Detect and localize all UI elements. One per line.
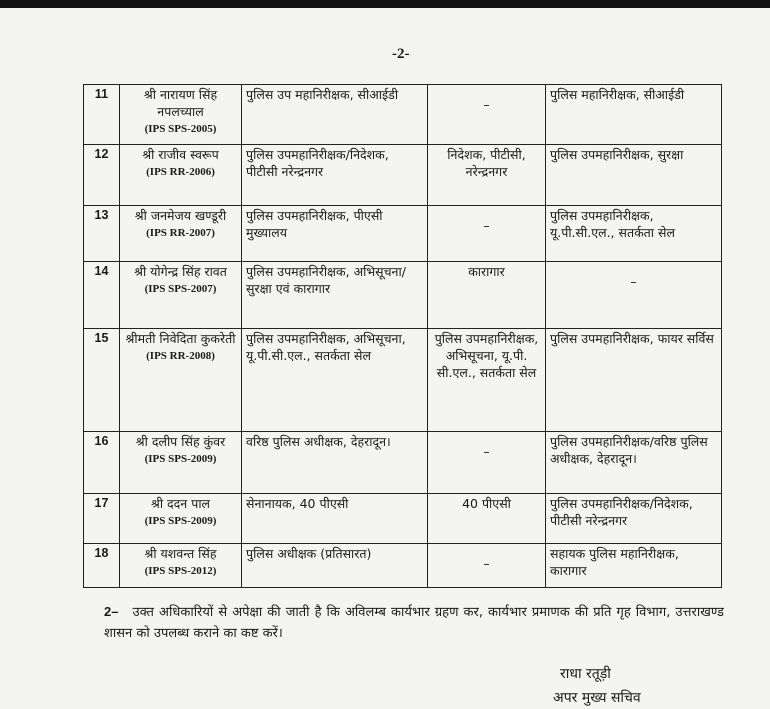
current-post: पुलिस उपमहानिरीक्षक, अभिसूचना, यू.पी.सी.एल., सतर्कता सेल: [246, 331, 406, 363]
serial-number: 17: [94, 496, 109, 510]
additional-charge: –: [483, 444, 490, 459]
new-post: पुलिस उपमहानिरीक्षक, फायर सर्विस: [550, 331, 714, 346]
table-row: [84, 85, 722, 145]
officer-name: श्री ददन पाल: [150, 496, 211, 511]
additional-charge-cell: [428, 85, 546, 145]
additional-charge: 40 पीएसी: [462, 496, 511, 511]
paragraph-number: 2–: [104, 604, 119, 619]
new-post-cell: [546, 145, 722, 206]
service-batch: (IPS SPS-2007): [144, 283, 217, 295]
service-batch: (IPS SPS-2012): [144, 565, 217, 577]
service-batch: (IPS SPS-2005): [144, 123, 217, 135]
serial-number: 14: [94, 264, 109, 278]
additional-charge-cell: [428, 544, 546, 588]
current-post-cell: [242, 85, 428, 145]
table-row: [84, 432, 722, 494]
current-post: पुलिस उप महानिरीक्षक, सीआईडी: [246, 87, 399, 102]
table-row: [84, 262, 722, 329]
serial-number: 18: [94, 546, 109, 560]
new-post: –: [630, 274, 637, 289]
officer-name: श्री योगेन्द्र सिंह रावत: [134, 264, 227, 279]
serial-number: 11: [94, 87, 109, 101]
new-post: पुलिस उपमहानिरीक्षक/वरिष्ठ पुलिस अधीक्षक, देहरादून।: [550, 434, 708, 466]
current-post: सेनानायक, 40 पीएसी: [246, 496, 349, 511]
serial-number-cell: [84, 206, 120, 262]
serial-number-cell: [84, 432, 120, 494]
officer-cell: [120, 494, 242, 544]
additional-charge-cell: [428, 432, 546, 494]
officer-name: श्री यशवन्त सिंह: [144, 546, 217, 561]
additional-charge-cell: [428, 206, 546, 262]
new-post-cell: [546, 329, 722, 432]
top-edge-bar: [0, 0, 770, 8]
additional-charge: पुलिस उपमहानिरीक्षक, अभिसूचना, यू.पी. सी.एल., सतर्कता सेल: [434, 331, 539, 380]
service-batch: (IPS SPS-2009): [144, 515, 217, 527]
table-row: [84, 145, 722, 206]
current-post-cell: [242, 329, 428, 432]
signatory-designation: अपर मुख्य सचिव: [553, 690, 641, 706]
serial-number: 13: [94, 208, 109, 222]
serial-number: 15: [94, 331, 109, 345]
transfer-table: [83, 84, 722, 588]
new-post-cell: [546, 262, 722, 329]
current-post-cell: [242, 262, 428, 329]
new-post-cell: [546, 85, 722, 145]
current-post-cell: [242, 206, 428, 262]
table-row: [84, 206, 722, 262]
serial-number-cell: [84, 329, 120, 432]
officer-name: श्री नारायण सिंह नपलच्याल: [143, 87, 218, 119]
signatory-name: राधा रतूड़ी: [560, 666, 611, 682]
additional-charge: निदेशक, पीटीसी, नरेन्द्रनगर: [447, 147, 526, 179]
new-post: पुलिस उपमहानिरीक्षक, सुरक्षा: [550, 147, 684, 162]
service-batch: (IPS RR-2006): [146, 166, 215, 178]
serial-number-cell: [84, 85, 120, 145]
officer-cell: [120, 206, 242, 262]
officer-cell: [120, 329, 242, 432]
serial-number-cell: [84, 262, 120, 329]
current-post: वरिष्ठ पुलिस अधीक्षक, देहरादून।: [246, 434, 391, 449]
table-row: [84, 544, 722, 588]
new-post: सहायक पुलिस महानिरीक्षक, कारागार: [550, 546, 679, 578]
officer-cell: [120, 85, 242, 145]
additional-charge: –: [483, 218, 490, 233]
officer-name: श्री राजीव स्वरूप: [142, 147, 219, 162]
current-post: पुलिस उपमहानिरीक्षक, अभिसूचना/सुरक्षा एवं कारागार: [246, 264, 406, 296]
additional-charge: –: [483, 556, 490, 571]
officer-cell: [120, 544, 242, 588]
officer-cell: [120, 432, 242, 494]
current-post-cell: [242, 432, 428, 494]
additional-charge: कारागार: [468, 264, 505, 279]
new-post-cell: [546, 206, 722, 262]
table-row: [84, 329, 722, 432]
serial-number: 12: [94, 147, 109, 161]
new-post: पुलिस उपमहानिरीक्षक, यू.पी.सी.एल., सतर्कता सेल: [550, 208, 675, 240]
serial-number: 16: [94, 434, 109, 448]
officer-name: श्री दलीप सिंह कुंवर: [135, 434, 226, 449]
current-post-cell: [242, 494, 428, 544]
page-number: -2-: [392, 46, 410, 62]
officer-name: श्री जनमेजय खण्डूरी: [134, 208, 227, 223]
service-batch: (IPS RR-2008): [146, 350, 215, 362]
serial-number-cell: [84, 145, 120, 206]
current-post: पुलिस उपमहानिरीक्षक/निदेशक, पीटीसी नरेन्द्रनगर: [246, 147, 389, 179]
instruction-paragraph: [104, 601, 724, 644]
additional-charge-cell: [428, 145, 546, 206]
current-post: पुलिस उपमहानिरीक्षक, पीएसी मुख्यालय: [246, 208, 383, 240]
additional-charge-cell: [428, 262, 546, 329]
current-post: पुलिस अधीक्षक (प्रतिसारत): [246, 546, 372, 561]
officer-name: श्रीमती निवेदिता कुकरेती: [125, 331, 236, 346]
additional-charge-cell: [428, 329, 546, 432]
new-post: पुलिस महानिरीक्षक, सीआईडी: [550, 87, 685, 102]
current-post-cell: [242, 544, 428, 588]
new-post: पुलिस उपमहानिरीक्षक/निदेशक, पीटीसी नरेन्द्रनगर: [550, 496, 693, 528]
paragraph-text: उक्त अधिकारियों से अपेक्षा की जाती है कि अविलम्ब कार्यभार ग्रहण कर, कार्यभार प्रमाणक की प्रति गृह विभाग, उत्तराखण्ड शासन को उपलब्ध कराने का कष्ट करें।: [104, 605, 724, 641]
additional-charge: –: [483, 97, 490, 112]
new-post-cell: [546, 544, 722, 588]
officer-cell: [120, 262, 242, 329]
officer-cell: [120, 145, 242, 206]
new-post-cell: [546, 432, 722, 494]
current-post-cell: [242, 145, 428, 206]
new-post-cell: [546, 494, 722, 544]
table-row: [84, 494, 722, 544]
serial-number-cell: [84, 494, 120, 544]
service-batch: (IPS SPS-2009): [144, 453, 217, 465]
additional-charge-cell: [428, 494, 546, 544]
serial-number-cell: [84, 544, 120, 588]
service-batch: (IPS RR-2007): [146, 227, 215, 239]
